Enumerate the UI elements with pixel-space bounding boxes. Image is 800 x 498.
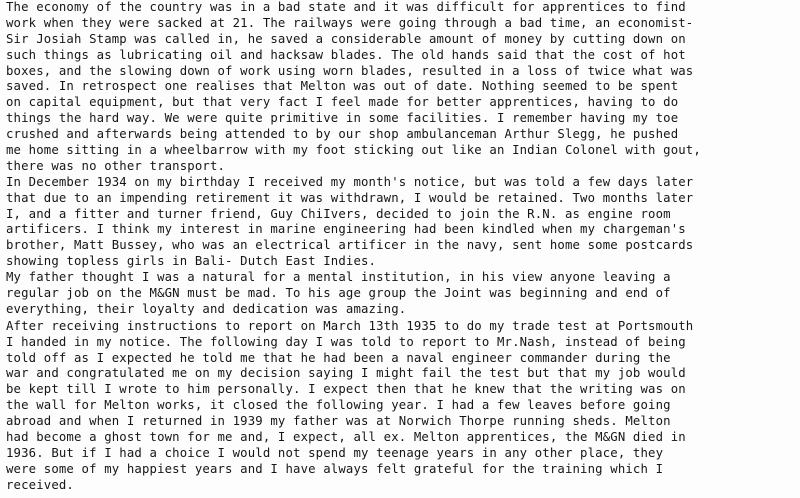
- text-line: that due to an impending retirement it was withdrawn, I would be retained. Two months later: [6, 190, 694, 205]
- text-line: My father thought I was a natural for a mental institution, in his view anyone leaving a: [6, 270, 671, 285]
- text-line: me home sitting in a wheelbarrow with my foot sticking out like an Indian Colonel with gout,: [6, 143, 701, 158]
- text-line: crushed and afterwards being attended to by our shop ambulanceman Arthur Slegg, he pushed: [6, 127, 679, 142]
- text-line: brother, Matt Bussey, who was an electrical artificer in the navy, sent home some postcards: [6, 238, 694, 253]
- paragraph-december-1934: [6, 175, 800, 270]
- text-line: After receiving instructions to report on March 13th 1935 to do my trade test at Portsmouth: [6, 318, 694, 333]
- text-line: had become a ghost town for me and, I expect, all ex. Melton apprentices, the M&GN died in: [6, 430, 686, 445]
- text-line: such things as lubricating oil and hacksaw blades. The old hands said that the cost of hot: [6, 47, 686, 62]
- text-line: there was no other transport.: [6, 158, 226, 173]
- text-line: be kept till I wrote to him personally. I expect then that he knew that the writing was on: [6, 382, 686, 397]
- text-line: the wall for Melton works, it closed the following year. I had a few leaves before going: [6, 398, 671, 413]
- text-line: were some of my happiest years and I have always felt grateful for the training which I: [6, 461, 664, 476]
- paragraph-trade-test: [6, 319, 800, 494]
- text-line: things the hard way. We were quite primitive in some facilities. I remember having my toe: [6, 111, 679, 126]
- text-line: I handed in my notice. The following day I was told to report to Mr.Nash, instead of being: [6, 334, 686, 349]
- text-line: In December 1934 on my birthday I received my month's notice, but was told a few days later: [6, 174, 694, 189]
- text-line: 1936. But if I had a choice I would not spend my teenage years in any other place, they: [6, 445, 664, 460]
- text-line: artificers. I think my interest in marine engineering had been kindled when my chargeman's: [6, 222, 686, 237]
- text-line: everything, their loyalty and dedication was amazing.: [6, 301, 407, 316]
- text-line: on capital equipment, but that very fact I feel made for better apprentices, having to do: [6, 95, 679, 110]
- text-line: boxes, and the slowing down of work using worn blades, resulted in a loss of twice what was: [6, 63, 694, 78]
- text-line: saved. In retrospect one realises that Melton was out of date. Nothing seemed to be spent: [6, 79, 679, 94]
- text-line: Sir Josiah Stamp was called in, he saved a considerable amount of money by cutting down on: [6, 31, 686, 46]
- text-line: abroad and when I returned in 1939 my father was at Norwich Thorpe running sheds. Melton: [6, 414, 671, 429]
- text-line: told off as I expected he told me that he had been a naval engineer commander during the: [6, 350, 671, 365]
- paragraph-father-opinion: [6, 270, 800, 318]
- text-line: regular job on the M&GN must be mad. To his age group the Joint was beginning and end of: [6, 286, 671, 301]
- text-line: war and congratulated me on my decision saying I might fail the test but that my job would: [6, 366, 686, 381]
- text-line: work when they were sacked at 21. The railways were going through a bad time, an economist-: [6, 15, 694, 30]
- text-line: I, and a fitter and turner friend, Guy ChiIvers, decided to join the R.N. as engine room: [6, 206, 671, 221]
- paragraph-railway-economy: [6, 0, 800, 175]
- text-line: received.: [6, 477, 74, 492]
- text-line: The economy of the country was in a bad state and it was difficult for apprentices to find: [6, 0, 686, 14]
- text-line: showing topless girls in Bali- Dutch East Indies.: [6, 254, 377, 269]
